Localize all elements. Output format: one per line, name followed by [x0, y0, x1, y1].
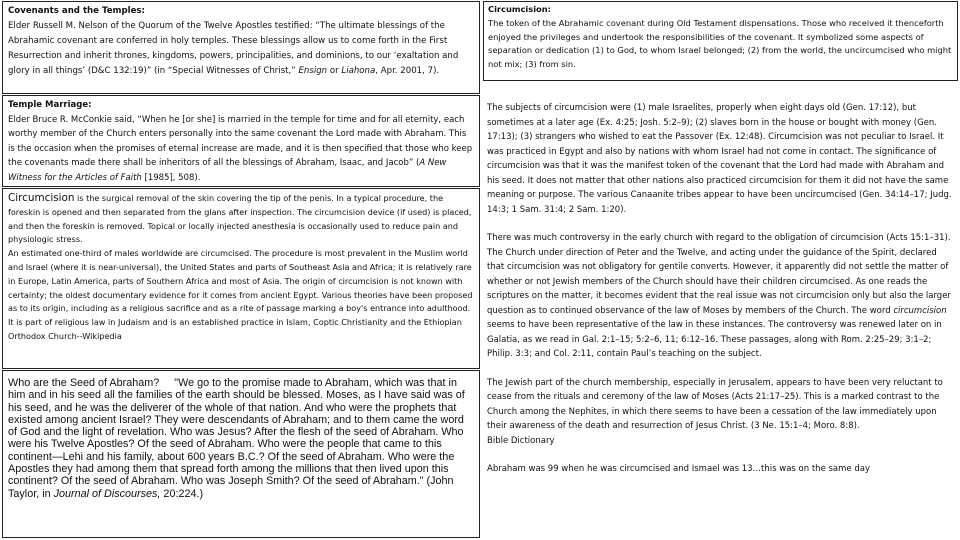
seed-of-abraham-body-end: 20:224.): [160, 487, 204, 500]
covenants-and-temples-box: [2, 1, 480, 94]
temple-marriage-title: Temple Marriage:: [8, 100, 92, 110]
covenants-body-or: or: [329, 65, 339, 76]
circumcision-wiki-body: is the surgical removal of the skin covering the tip of the penis. In a typical procedure, the foreskin is opened and then separated from the glans after inspection. The circumcision device (if used) is placed, and then the foreskin is removed. Topical or locally injected anesthesia is occasionally used to reduce pain and physiologic stress.: [8, 193, 472, 245]
bd-para-controversy: [487, 231, 954, 362]
covenants-body-text: Elder Russell M. Nelson of the Quorum of the Twelve Apostles testified: “The ultimate blessings of the Abrahamic covenant are conferred in holy temples. These blessings allow us to come forth in the First Resurrection and inherit thrones, kingdoms, powers, principalities, and dominions, to our ‘exaltation and glory in all things’ (D&C 132:19)” (in “Special Witnesses of Christ,”: [8, 20, 459, 76]
covenants-source-liahona: Liahona: [341, 65, 376, 76]
covenants-source-ensign: Ensign: [298, 65, 328, 76]
covenants-title: Covenants and the Temples:: [8, 6, 145, 16]
temple-marriage-box: [2, 95, 480, 187]
bd-para-abraham-age: Abraham was 99 when he was circumcised and Ismael was 13…this was on the same day: [487, 464, 870, 474]
temple-marriage-body: [8, 113, 474, 186]
seed-of-abraham-source: Journal of Discourses,: [53, 487, 161, 500]
bd-controversy-ital: circumcision: [893, 305, 947, 316]
circumcision-wiki-para-2: An estimated one-third of males worldwide are circumcised. The procedure is most prevalent in the Muslim world and Israel (where it is near-universal), the United States and parts of Southeast Asia and Africa; it is relatively rare in Europe, Latin America, parts of Southern Africa and most of Asia. The origin of circumcision is not known with certainty; the oldest documentary evidence for it comes from ancient Egypt. Various theories have been proposed as to its origin, including as a religious sacrifice and as a rite of passage marking a boy's entrance into adulthood. It is part of religious law in Judaism and is an established practice in Islam, Coptic Christianity and the Ethiopian Orthodox Church--Wikipedia: [8, 248, 473, 341]
covenants-body-end: , Apr. 2001, 7).: [375, 65, 440, 76]
circumcision-definition-body: The token of the Abrahamic covenant during Old Testament dispensations. Those who received it thenceforth enjoyed the privileges and undertook the responsibilities of the covenant. It symbolized some aspects of separation or dedication (1) to God, to whom Israel belonged; (2) from the world, the uncircumcised who might not mix; (3) from sin.: [488, 17, 952, 70]
temple-marriage-source: A New Witness for the Articles of Faith: [8, 158, 447, 183]
circumcision-definition-box: [483, 1, 958, 81]
covenants-body: [8, 19, 474, 79]
bd-para-subjects: The subjects of circumcision were (1) male Israelites, properly when eight days old (Gen. 17:12), but sometimes at a later age (Ex. 4:25; Josh. 5:2–9); (2) slaves born in the house or bought with money (Gen. 17:13); (3) strangers who wished to eat the Passover (Ex. 12:48). Circumcision was not peculiar to Israel. It was practiced in Egypt and also by nations with whom Israel had not come in contact. The significance of circumcision was that it was the manifest token of the covenant that the Lord had made with Abraham and his seed. It does not matter that other nations also practiced circumcision for them it did not have the same meaning or purpose. The various Canaanite tribes appear to have been uncircumcised (Gen. 34:14–17; Judg. 14:3; 1 Sam. 31:4; 2 Sam. 1:20).: [487, 103, 952, 215]
circumcision-wikipedia-box: [2, 188, 480, 369]
circumcision-definition-title: Circumcision:: [488, 4, 551, 14]
temple-marriage-body-end: [1985], 508).: [141, 172, 201, 183]
seed-of-abraham-text: [8, 377, 474, 500]
bd-para-jewish-members: The Jewish part of the church membership, especially in Jerusalem, appears to have been very reluctant to cease from the rituals and ceremony of the law of Moses (Acts 21:17–25). This is a marked contrast to the Church among the Nephites, in which there seems to have been a cessation of the law immediately upon their awareness of the death and resurrection of Jesus Christ. (3 Ne. 15:1–4; Moro. 8:8).: [487, 377, 943, 431]
seed-of-abraham-title: Who are the Seed of Abraham?: [8, 377, 160, 389]
seed-of-abraham-box: [2, 370, 480, 538]
bd-source-label: Bible Dictionary: [487, 435, 555, 446]
circumcision-wiki-title: Circumcision: [8, 192, 75, 204]
seed-of-abraham-body: "We go to the promise made to Abraham, which was that in him and in his seed all the families of the earth should be blessed. Moses, as I have said was of his seed, and he was the deliverer of the whole of that nation. And who were the prophets that existed among ancient Israel? They were descendants of Abraham; and to them came the word of God and the light of revelation. Who was Jesus? After the flesh of the seed of Abraham. Who were his Twelve Apostles? Of the seed of Abraham. Who were the people that came to this continent—Lehi and his family, about 600 years B.C.? Of the seed of Abraham. Who were the Apostles they had among them that spread forth among the millions that then lived upon this continent? Of the seed of Abraham. Who was Joseph Smith? Of the seed of Abraham." (John Taylor, in: [8, 377, 468, 500]
bd-controversy-text: There was much controversy in the early church with regard to the obligation of circumcision (Acts 15:1–31). The Church under direction of Peter and the Twelve, and acting under the guidance of the Spirit, declared that circumcision was not obligatory for gentile converts. However, it apparently did not settle the matter of whether or not Jewish members of the Church should have their children circumcised. As one reads the scriptures on the matter, it becomes evident that the real issue was not circumcision only but also the larger question as to continued observance of the law of Moses by members of the Church. The word: [487, 233, 951, 316]
bd-controversy-end: seems to have been representative of the law in these instances. The controversy was renewed later on in Galatia, as we read in Gal. 2:1–15; 5:2–6, 11; 6:12–16. These passages, along with Rom. 2:25–29; 3:1–2; Philip. 3:3; and Col. 2:11, contain Paul’s teaching on the subject.: [487, 320, 942, 359]
temple-marriage-body-text: Elder Bruce R. McConkie said, “When he [or she] is married in the temple for time and for all eternity, each worthy member of the Church enters personally into the same covenant the Lord made with Abraham. This is the occasion when the promises of eternal increase are made, and it is then specified that those who keep the covenants made there shall be inheritors of all the blessings of Abraham, Isaac, and Jacob” (: [8, 114, 473, 169]
bible-dictionary-text: [483, 101, 958, 539]
circumcision-wiki-para-1: [8, 192, 474, 247]
